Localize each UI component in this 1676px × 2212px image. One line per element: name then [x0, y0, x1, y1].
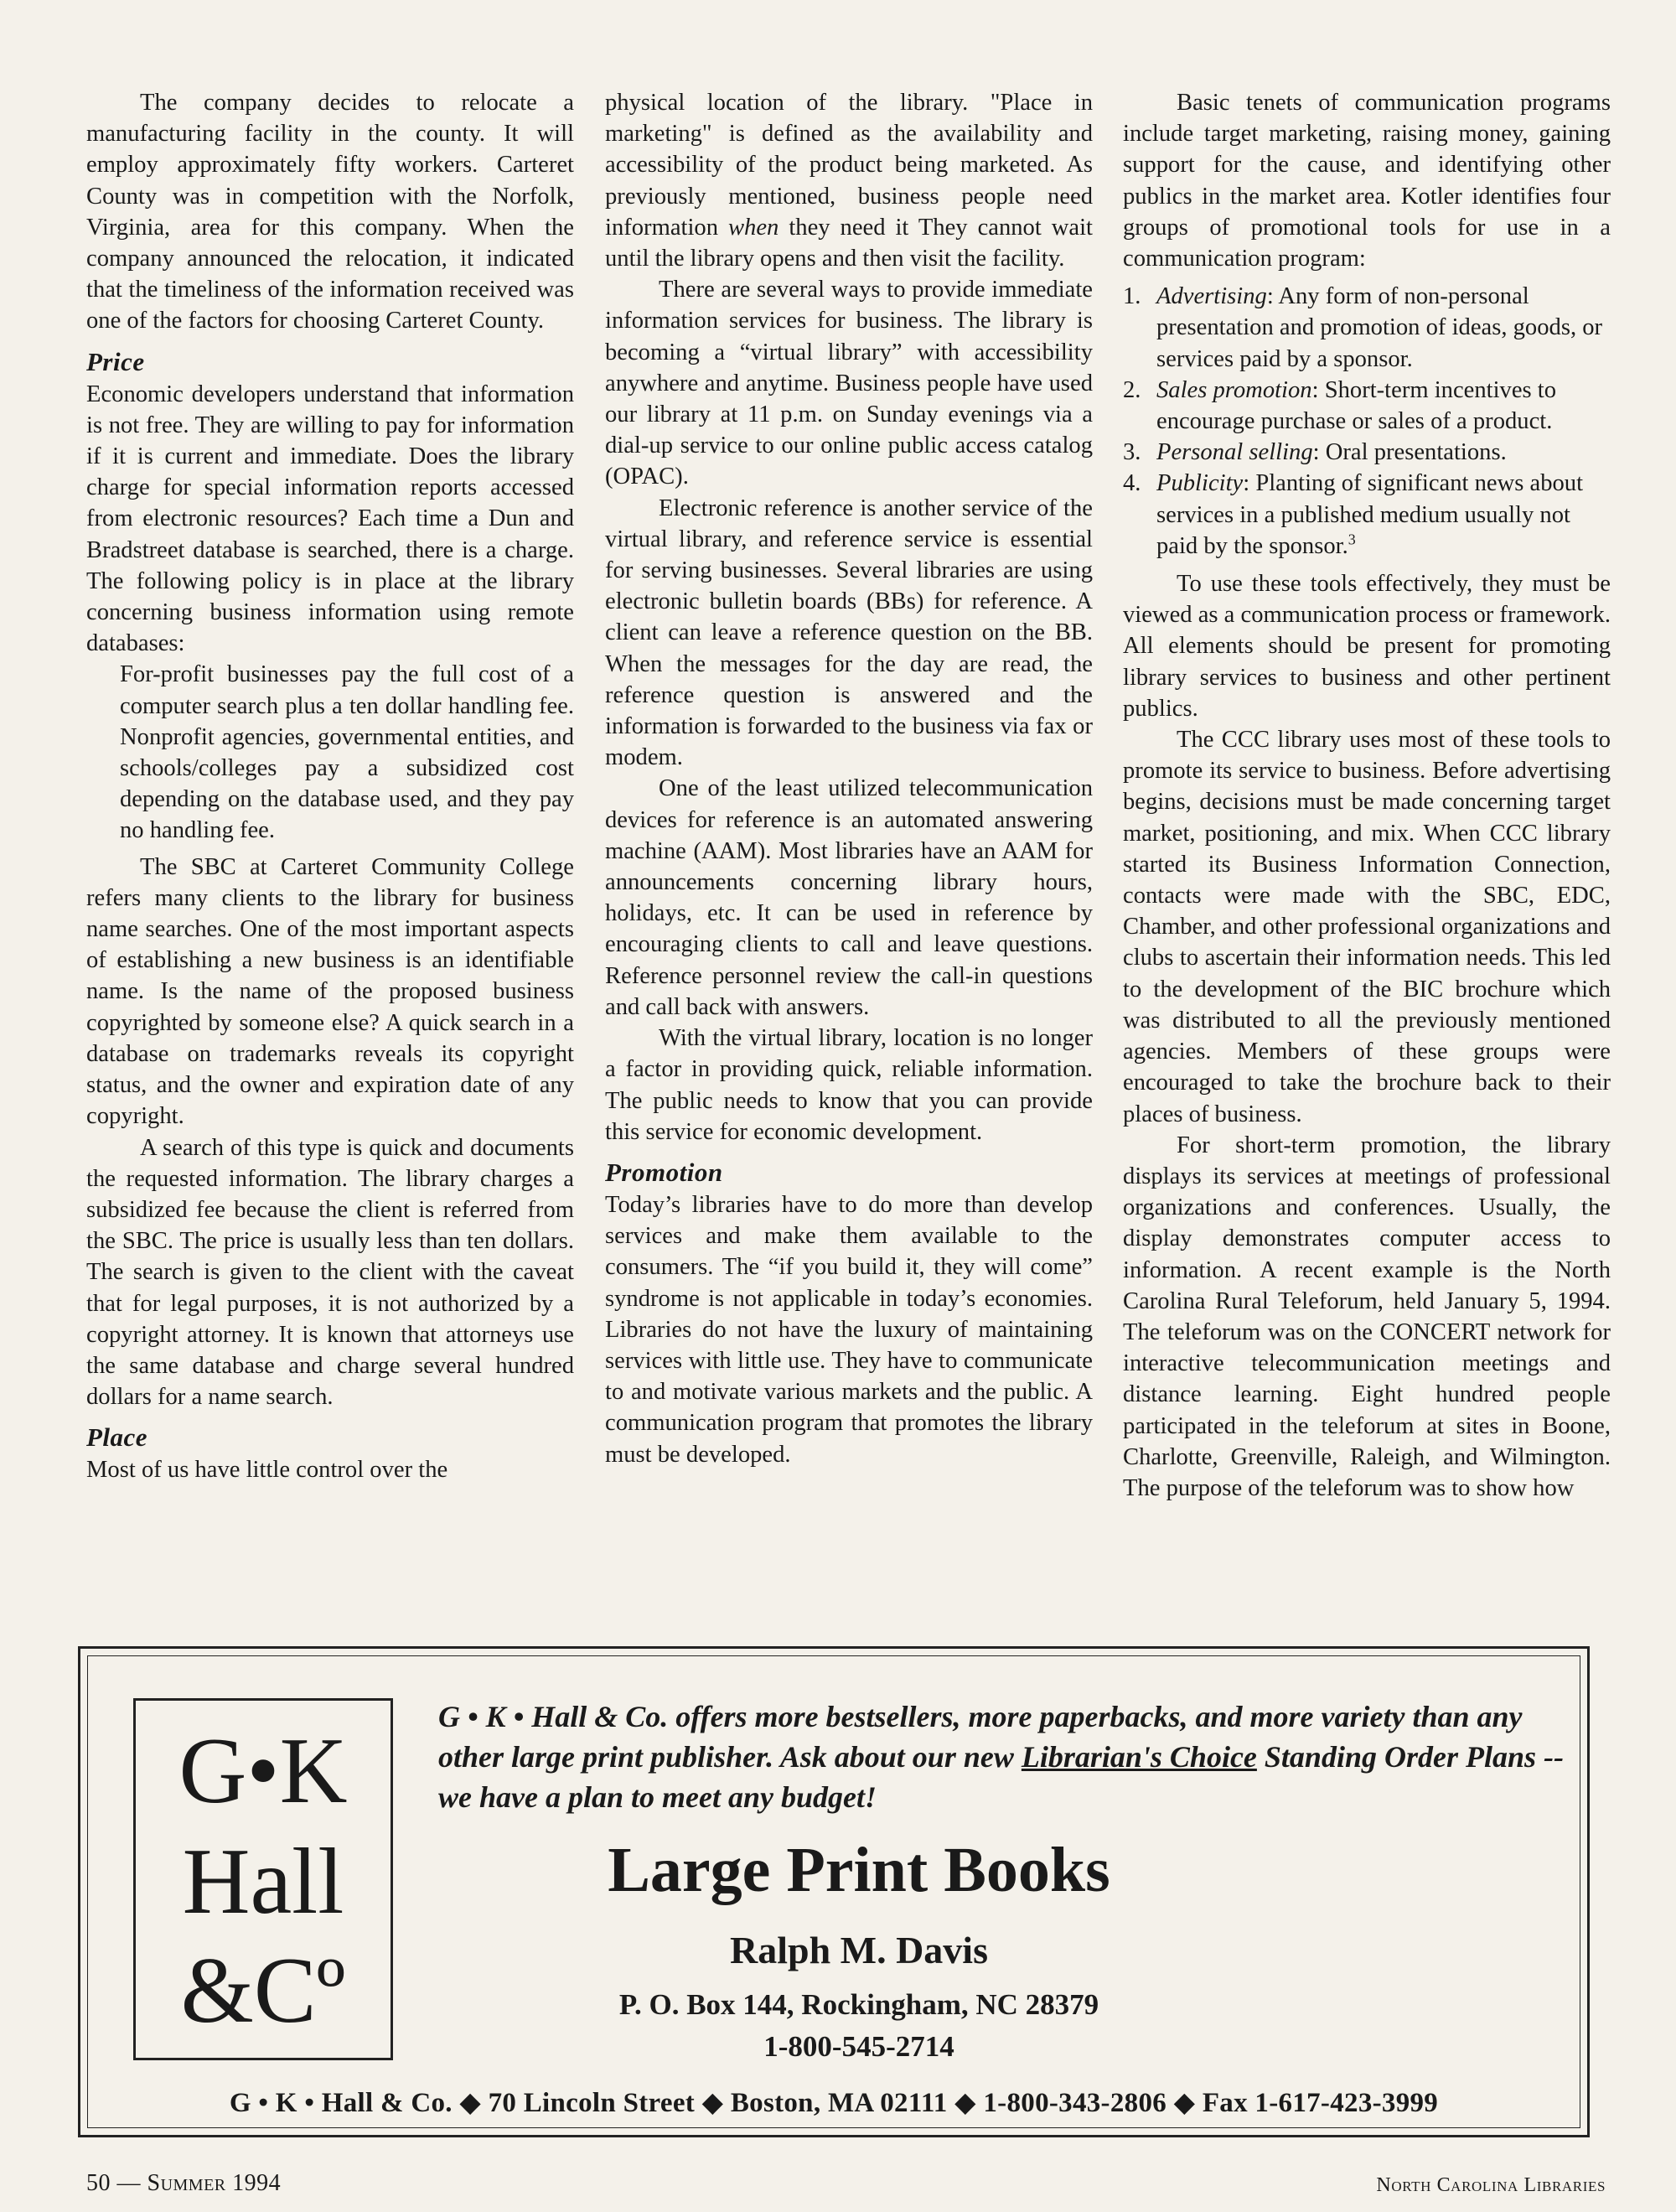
- column-3: [1123, 87, 1611, 1504]
- paragraph: Electronic reference is another service of the virtual library, and reference service is essential for serving businesses. Several libraries are using electronic bulletin boards (BBs) for reference. A client can leave a reference question on the BB. When the messages for the day are read, the reference question is answered and the information is forwarded to the business via fax or modem.: [605, 495, 1093, 771]
- paragraph: With the virtual library, location is no longer a factor in providing quick, reliable information. The public needs to know that you can provide this service for economic development.: [605, 1025, 1093, 1145]
- list-item: 1. Advertising: Any form of non-personal presentation and promotion of ideas, goods, or services paid by a sponsor.: [1123, 283, 1603, 372]
- paragraph: There are several ways to provide immediate information services for business. The library is becoming a “virtual library” with accessibility anywhere and anytime. Business people have used our library at 11 p.m. on Sunday evenings via a dial-up service to our online public access catalog (OPAC).: [605, 277, 1093, 490]
- column-1: [86, 87, 574, 1486]
- ad-tagline: G • K • Hall & Co. offers more bestsellers, more paperbacks, and more variety than any other large print publisher. Ask about our new Librarian's Choice Standing Order Plans -- we have a plan to meet any budget!: [438, 1700, 1564, 1814]
- ad-phone: 1-800-545-2714: [763, 2030, 954, 2063]
- paragraph: Economic developers understand that information is not free. They are willing to pay for information if it is current and immediate. Does the library charge for special information reports accessed from electronic resources? Each time a Dun and Bradstreet database is searched, there is a charge. The following policy is in place at the library concerning business information using remote databases:: [86, 381, 574, 657]
- paragraph: A search of this type is quick and documents the requested information. The library charges a subsidized fee because the client is referred from the SBC. The price is usually less than ten dollars. The search is given to the client with the caveat that for legal purposes, it is not authorized by a copyright attorney. It is known that attorneys use the same database and charge several hundred dollars for a name search.: [86, 1134, 574, 1411]
- paragraph: The SBC at Carteret Community College refers many clients to the library for business name searches. One of the most important aspects of establishing a new business is an identifiable name. Is the name of the proposed business copyrighted by someone else? A quick search in a database on trademarks reveals its copyright status, and the owner and expiration date of any copyright.: [86, 853, 574, 1130]
- paragraph: physical location of the library. "Place in marketing" is defined as the availability and accessibility of the product being marketed. As previously mentioned, business people need information when they need it They cannot wait until the library opens and then visit the facility.: [605, 90, 1093, 272]
- ad-address: P. O. Box 144, Rockingham, NC 28379: [618, 1988, 1099, 2021]
- promotional-tools-list: [1123, 281, 1611, 562]
- list-item: 4. Publicity: Planting of significant news about services in a published medium usually not paid by the sponsor.$^3$: [1123, 470, 1584, 559]
- ad-title: Large Print Books: [608, 1835, 1110, 1905]
- page-footer-right: North Carolina Libraries: [1376, 2174, 1606, 2196]
- ad-contact-name: Ralph M. Davis: [730, 1929, 988, 1971]
- section-heading-promotion: Promotion: [605, 1157, 723, 1187]
- paragraph: For short-term promotion, the library displays its services at meetings of professional organizations and conferences. Usually, the display demonstrates computer access to information. A recent example is the North Carolina Rural Teleforum, held January 5, 1994. The teleforum was on the CONCERT network for interactive telecommunication meetings and distance learning. Eight hundred people participated in the teleforum at sites in Boone, Charlotte, Greenville, Raleigh, and Wilmington. The purpose of the teleforum was to show how: [1123, 1132, 1611, 1501]
- paragraph: Most of us have little control over the: [86, 1457, 448, 1484]
- gk-hall-logo: G•K Hall &Cº: [133, 1698, 393, 2060]
- paragraph: To use these tools effectively, they must be viewed as a communication process or framework. All elements should be present for promoting library services to business and other pertinent publics.: [1123, 571, 1611, 722]
- paragraph: The CCC library uses most of these tools to promote its service to business. Before advertising begins, decisions must be made concerning target market, positioning, and mix. When CCC library started its Business Information Connection, contacts were made with the SBC, EDC, Chamber, and other professional organizations and clubs to ascertain their information needs. This led to the development of the BIC brochure which was distributed to all the previously mentioned agencies. Members of these groups were encouraged to take the brochure back to their places of business.: [1123, 727, 1611, 1127]
- paragraph: Today’s libraries have to do more than develop services and make them available to the consumers. The “if you build it, they will come” syndrome is not applicable in today’s economies. Libraries do not have the luxury of maintaining services with little use. They have to communicate to and motivate various markets and the public. A communication program that promotes the library must be developed.: [605, 1191, 1093, 1468]
- page-footer-left: 50 — Summer 1994: [86, 2170, 282, 2196]
- list-item: 2. Sales promotion: Short-term incentives to encourage purchase or sales of a product.: [1123, 376, 1557, 435]
- column-2: [605, 87, 1093, 1470]
- paragraph: The company decides to relocate a manufacturing facility in the county. It will employ approximately fifty workers. Carteret County was in competition with the Norfolk, Virginia, area for this company. When the company announced the relocation, it indicated that the timeliness of the information received was one of the factors for choosing Carteret County.: [86, 90, 574, 334]
- footnote-ref: 3: [1348, 531, 1356, 548]
- list-item: 3. Personal selling: Oral presentations.: [1123, 439, 1507, 466]
- paragraph: One of the least utilized telecommunication devices for reference is an automated answering machine (AAM). Most libraries have an AAM for announcements concerning library hours, holidays, etc. It can be used in reference by encouraging clients to call and leave questions. Reference personnel review the call-in questions and call back with answers.: [605, 775, 1093, 1020]
- policy-quote: For-profit businesses pay the full cost of a computer search plus a ten dollar handling fee. Nonprofit agencies, governmental entities, and schools/colleges pay a subsidized cost depending on the database used, and they pay no handling fee.: [120, 661, 574, 844]
- ad-footer: G • K • Hall & Co. ◆ 70 Lincoln Street ◆ Boston, MA 02111 ◆ 1-800-343-2806 ◆ Fax 1-617-423-3999: [229, 2088, 1439, 2118]
- paragraph: Basic tenets of communication programs include target marketing, raising money, gaining support for the cause, and identifying other publics in the market area. Kotler identifies four groups of promotional tools for use in a communication program:: [1123, 90, 1611, 272]
- gk-hall-advertisement: [78, 1646, 1590, 2137]
- section-heading-place: Place: [86, 1422, 148, 1453]
- ad-inner-border: [87, 1655, 1580, 2128]
- section-heading-price: Price: [86, 346, 145, 376]
